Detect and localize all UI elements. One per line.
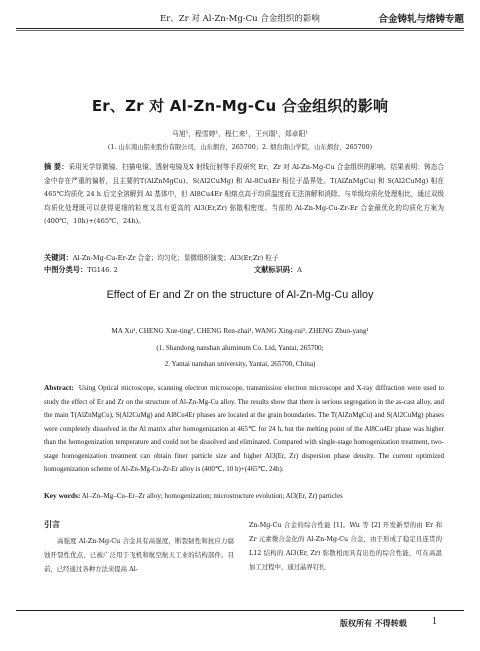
english-authors: MA Xu¹, CHENG Xue-ting², CHENG Ren-zhai¹, WANG Xing-rui¹, ZHENG Zhuo-yang¹ [111, 327, 369, 335]
chinese-affiliation: (1. 山东南山铝业股份有限公司，山东烟台，265700；2. 烟台南山学院，山东烟台，265700) [107, 144, 373, 151]
chinese-keywords-label: 关键词： [44, 253, 73, 262]
chinese-keywords [44, 252, 444, 263]
document-code [254, 265, 302, 275]
english-abstract-text: Using Optical microscope, scanning electron microscope, transmission electron microscope and X-ray diffraction were used to study the effect of Er and Zr on the structure of Al-Zn-Mg-Cu alloy. The results show that there is serious segregation in the as-cast alloy, and the main T(AlZnMgCu), S(Al2CuMg) and Al8Cu4Er phases are located at the grain boundaries. The T(AlZnMgCu) and S(Al2CuMg) phases were completely dissolved in the Al matrix after homogenization at 465℃ for 24 h, but the melting point of the Al8Cu4Er phase was higher than the homogenization temperature and could not be dissolved and eliminated. Compared with single-stage homogenization treatment, two-stage homogenization treatment can obtain finer particle size and higher Al3(Er, Zr) dispersion phase density. The current optimized homogenization scheme of Al-Zn-Mg-Cu-Zr-Er alloy is (400℃, 10 h)+(465℃, 24h). [44, 384, 445, 473]
english-affiliation-1: (1. Shandong nanshan aluminum Co. Ltd, Yantai, 265700; [156, 344, 324, 352]
document-code-value: A [297, 266, 302, 274]
chinese-authors: 马旭¹，程雪婷¹，程仁来¹，王兴瑞¹，郑卓阳¹ [172, 130, 308, 138]
classification-number [44, 265, 118, 275]
running-header-title: Er、Zr 对 Al-Zn-Mg-Cu 合金组织的影响 [160, 14, 320, 24]
footer-rule [16, 610, 464, 611]
classification-value: TG146. 2 [87, 266, 118, 274]
english-abstract-label: Abstract: [44, 383, 74, 392]
classification-label: 中图分类号： [44, 265, 88, 274]
english-keywords-text: Al–Zn–Mg–Cu–Er–Zr alloy; homogenization; microstructure evolution; Al3(Er, Zr) particles [81, 492, 343, 500]
header-rule [16, 28, 464, 29]
running-header-column: 合金铸轧与熔铸专题 [378, 14, 464, 25]
chinese-abstract-label: 摘 要： [44, 162, 69, 171]
english-affiliation-2: 2. Yantai nanshan university, Yantai, 265700, China) [164, 360, 316, 368]
header-rule-thin [16, 30, 464, 31]
document-code-label: 文献标识码： [254, 265, 298, 274]
chinese-abstract [44, 160, 444, 229]
chinese-title: Er、Zr 对 Al-Zn-Mg-Cu 合金组织的影响 [91, 97, 389, 115]
body-right-column: Zn-Mg-Cu 合金的综合性能 [1]。Wu 等 [2] 开发新型的由 Er 和 Zr 元素微合金化的 Al-Zn-Mg-Cu 合金，由于形成了稳定且连贯的 L12 结构的 Al3(Er, Zr) 弥散相而具有出色的综合性能，可在高温加工过程中，通过晶界钉扎 [249, 521, 442, 571]
english-keywords-label: Key words: [44, 491, 81, 500]
chinese-abstract-text: 采用光学显微镜、扫描电镜、透射电镜及X 射线衍射等手段研究 Er、Zr 对 Al-Zn-Mg-Cu 合金组织的影响。结果表明：铸态合金中存在严重的偏析，且主要的T(AlZnMgCu)、S(Al2CuMg) 和 Al-8Cu4Er 相位于晶界处。T(AlZnMgCu) 和 S(Al2CuMg) 相在 465℃均质化 24 h 后完全溶解到 Al 基体中，但 Al8Cu4Er 相熔点高于均质温度而无法溶解和消除。与单级均质化处理相比，通过双级均质化处理既可以获得更细的粒度又具有更高的 Al3(Er,Zr) 弥散相密度。当前的 Al-Zn-Mg-Cu-Zr-Er 合金最优化的均质化方案为(400℃，10h)+(465℃，24h)。 [44, 163, 444, 225]
body-left-column: 高强度 Al-Zn-Mg-Cu 合金具有高强度，断裂韧性和抗应力腐蚀开裂性优点，已被广泛用于飞机和航空航天工业的结构部件。目前，已经通过各种方法来提高 Al- [44, 537, 234, 573]
introduction-heading: 引言 [44, 520, 60, 529]
english-abstract [44, 381, 444, 477]
page-number: 1 [432, 616, 437, 627]
copyright-notice: 版权所有 不得转载 [340, 618, 407, 628]
english-title: Effect of Er and Zr on the structure of Al-Zn-Mg-Cu alloy [106, 289, 374, 301]
english-keywords [44, 491, 444, 500]
chinese-keywords-text: Al-Zn-Mg-Cu-Er-Zr 合金；均匀化；显微组织演变；Al3(Er,Zr) 粒子 [72, 254, 279, 262]
